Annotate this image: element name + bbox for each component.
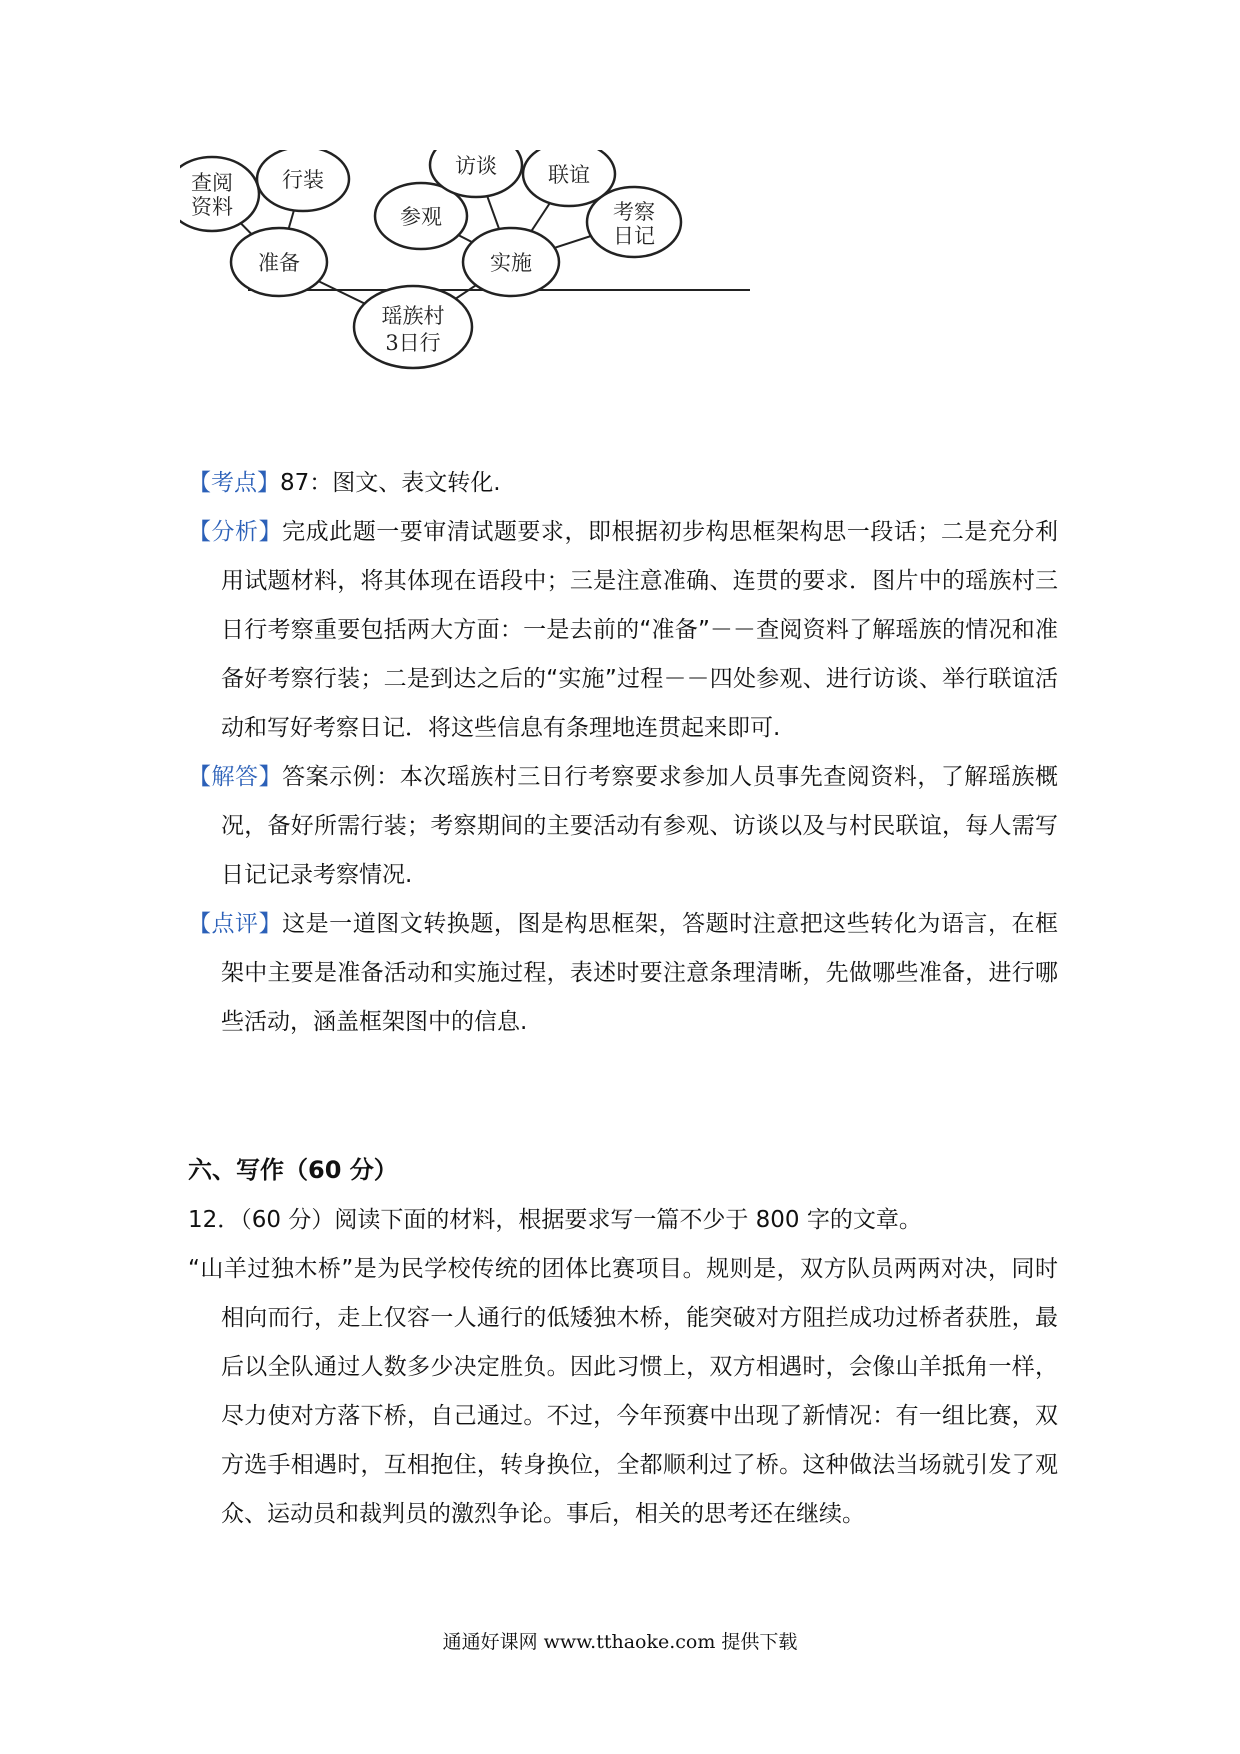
exam-point-text: 87：图文、表文转化. bbox=[280, 470, 501, 496]
node-implement: 实施 bbox=[490, 251, 532, 275]
comment-tag: 【点评】 bbox=[188, 911, 283, 937]
question-material: “山羊过独木桥”是为民学校传统的团体比赛项目。规则是，双方队员两两对决，同时相向而行，走上仅容一人通行的低矮独木桥，能突破对方阻拦成功过桥者获胜，最后以全队通过人数多少决定胜负。因此习惯上，双方相遇时，会像山羊抵角一样，尽力使对方落下桥，自己通过。不过，今年预赛中出现了新情况：有一组比赛，双方选手相遇时，互相抱住，转身换位，全都顺利过了桥。这种做法当场就引发了观众、运动员和裁判员的激烈争论。事后，相关的思考还在继续。 bbox=[188, 1256, 1058, 1527]
analysis-section bbox=[188, 459, 1058, 1047]
analysis-text: 完成此题一要审清试题要求，即根据初步构思框架构思一段话；二是充分利用试题材料，将其体现在语段中；三是注意准确、连贯的要求．图片中的瑶族村三日行考察重要包括两大方面：一是去前的“准备”－－查阅资料了解瑶族的情况和准备好考察行装；二是到达之后的“实施”过程－－四处参观、进行访谈、举行联谊活动和写好考察日记．将这些信息有条理地连贯起来即可. bbox=[221, 519, 1059, 741]
analysis-tag: 【分析】 bbox=[188, 519, 283, 545]
exam-point bbox=[188, 459, 1058, 508]
answer-paragraph bbox=[188, 753, 1058, 900]
node-lookup-line2: 资料 bbox=[191, 195, 233, 219]
page-footer: 通通好课网 www.tthaoke.com 提供下载 bbox=[442, 1631, 798, 1653]
section-heading: 六、写作（60 分） bbox=[188, 1156, 398, 1184]
root-node-line2: 3日行 bbox=[385, 331, 441, 355]
comment-paragraph bbox=[188, 900, 1058, 1047]
node-gear: 行装 bbox=[282, 168, 324, 192]
node-visit: 参观 bbox=[400, 205, 442, 229]
node-interview: 访谈 bbox=[455, 154, 497, 178]
node-fellowship: 联谊 bbox=[548, 163, 590, 187]
comment-text: 这是一道图文转换题，图是构思框架，答题时注意把这些转化为语言，在框架中主要是准备活动和实施过程，表述时要注意条理清晰，先做哪些准备，进行哪些活动，涵盖框架图中的信息. bbox=[221, 911, 1059, 1035]
node-diary-line2: 日记 bbox=[613, 224, 655, 248]
answer-tag: 【解答】 bbox=[188, 764, 283, 790]
mind-map-diagram bbox=[180, 150, 780, 440]
node-prepare: 准备 bbox=[258, 251, 300, 275]
answer-text: 答案示例：本次瑶族村三日行考察要求参加人员事先查阅资料，了解瑶族概况，备好所需行装；考察期间的主要活动有参观、访谈以及与村民联谊，每人需写日记记录考察情况. bbox=[221, 764, 1059, 888]
question-section bbox=[188, 1196, 1058, 1539]
exam-point-tag: 【考点】 bbox=[188, 470, 280, 496]
node-lookup-line1: 查阅 bbox=[191, 171, 233, 195]
node-diary-line1: 考察 bbox=[613, 200, 655, 224]
question-prompt: 12．（60 分）阅读下面的材料，根据要求写一篇不少于 800 字的文章。 bbox=[188, 1207, 922, 1233]
analysis-paragraph bbox=[188, 508, 1058, 753]
root-node-line1: 瑶族村 bbox=[381, 304, 445, 328]
